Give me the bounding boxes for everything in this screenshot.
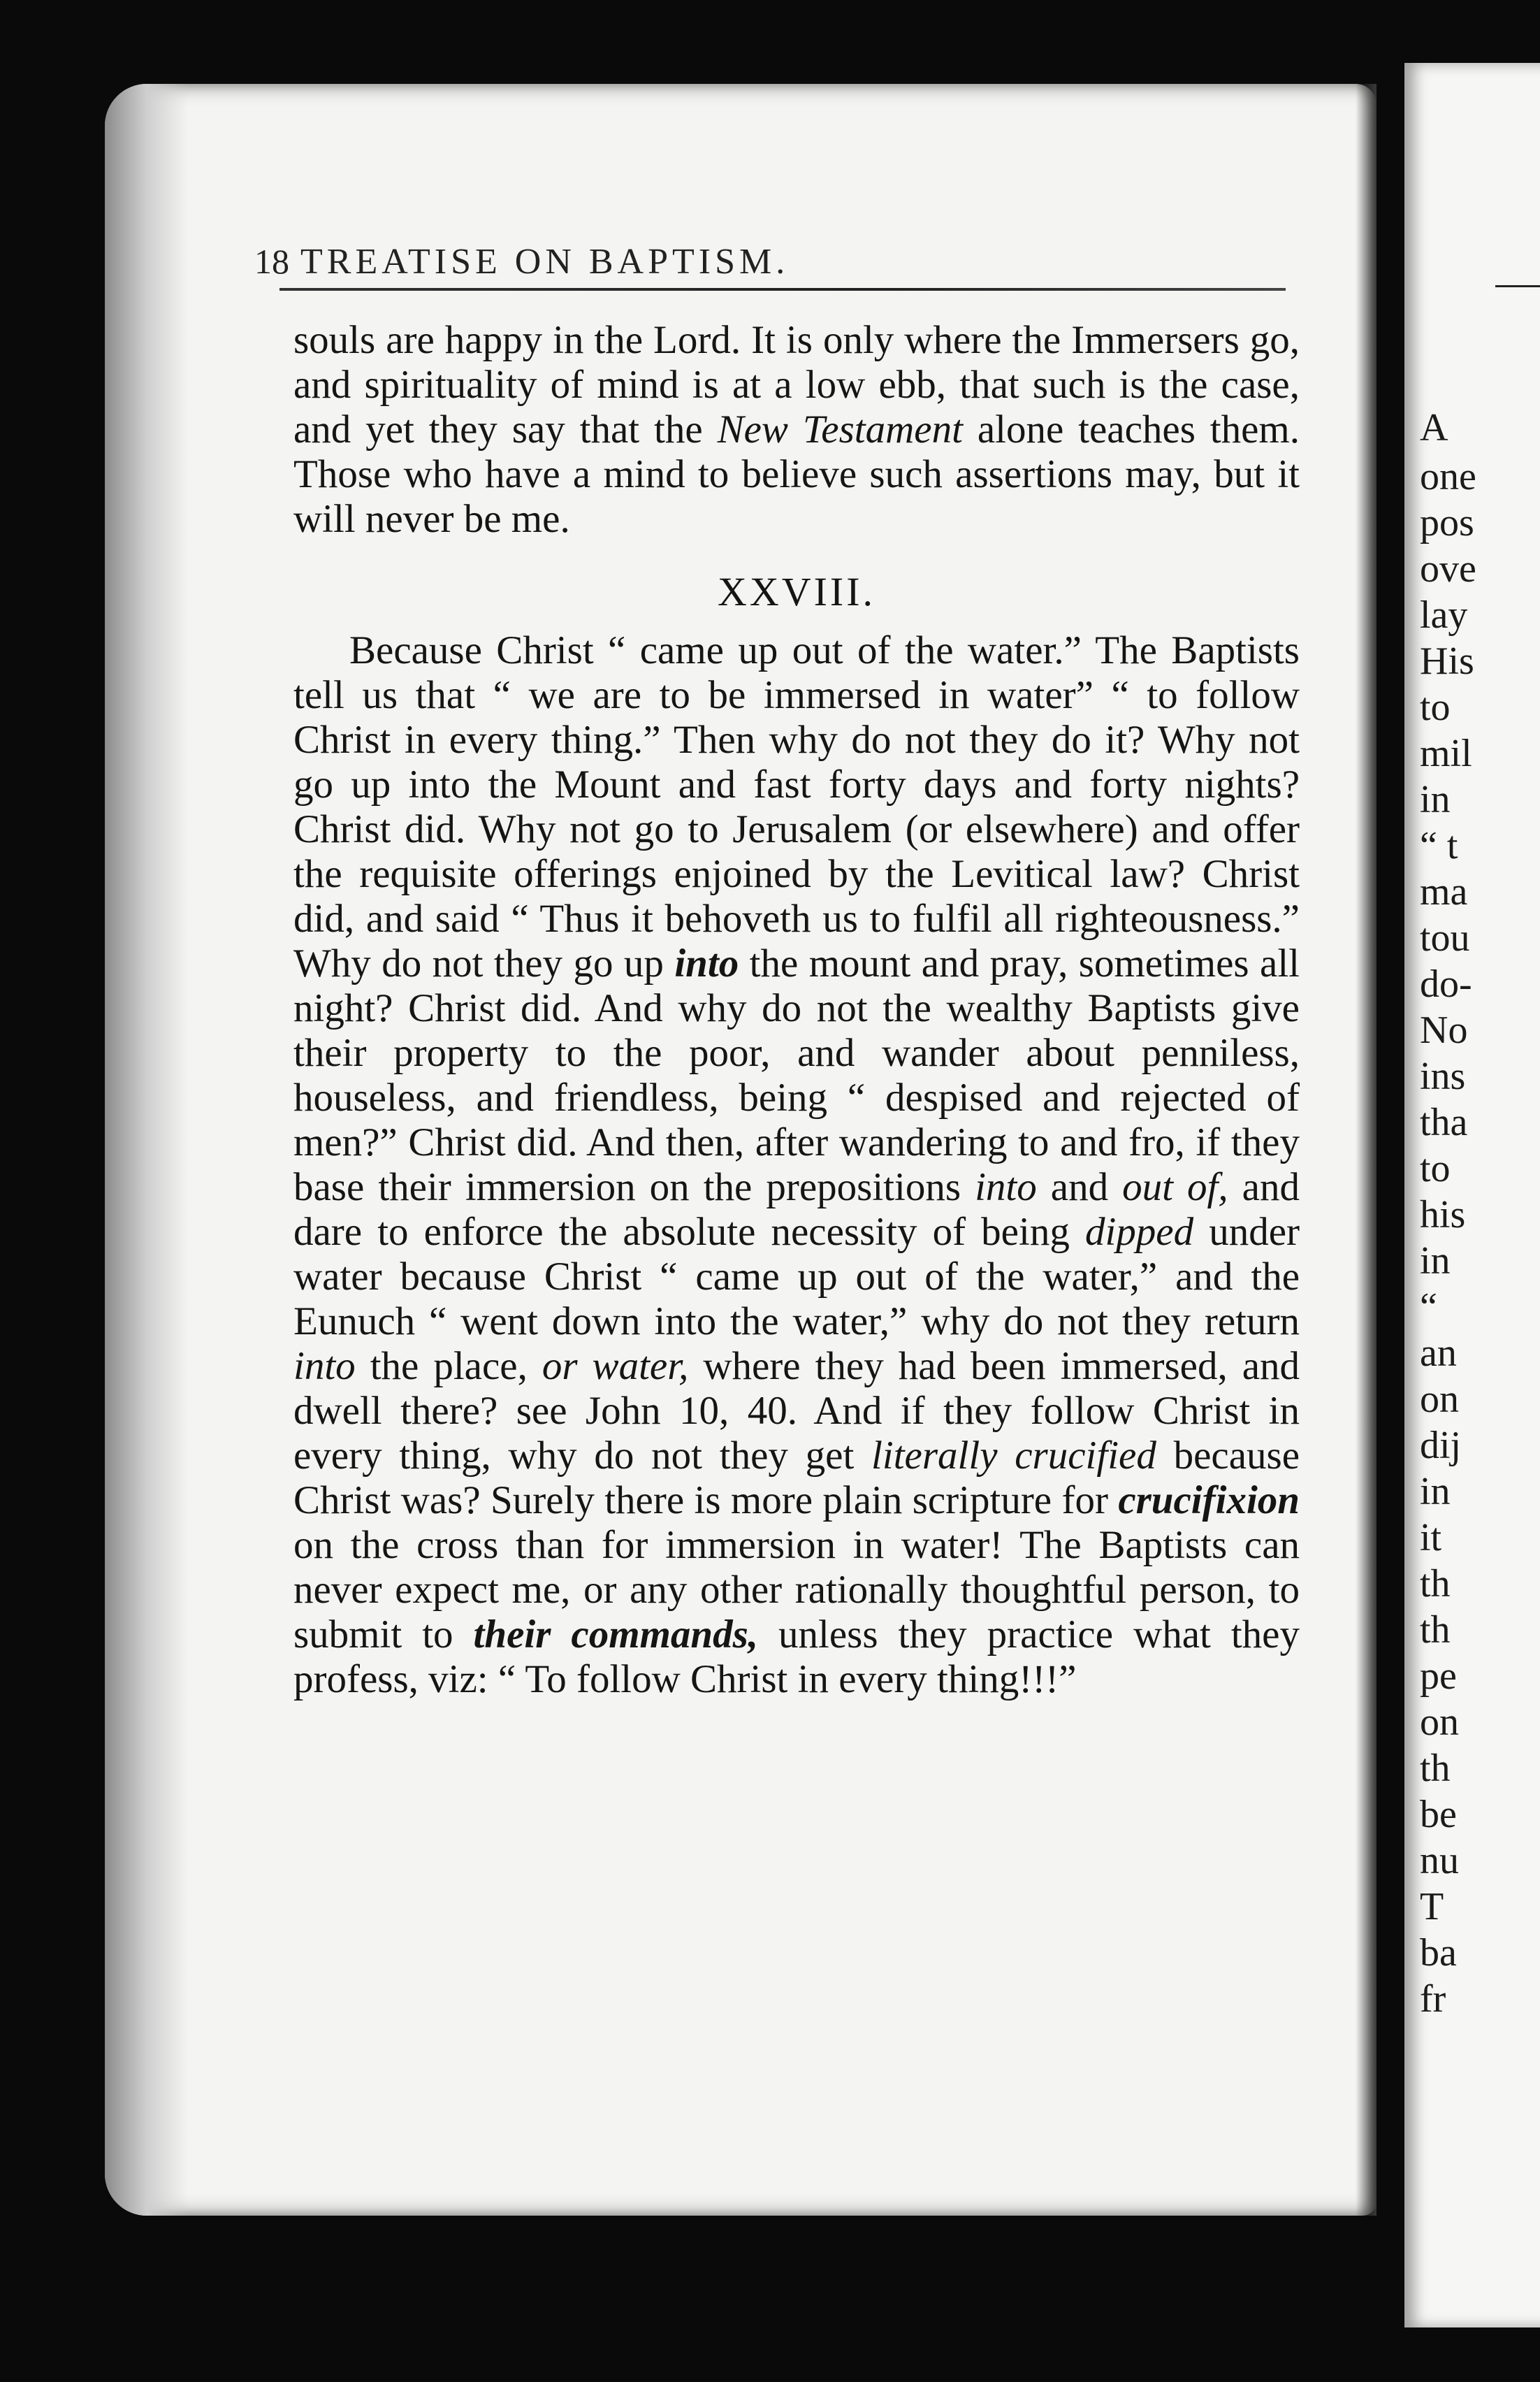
text-run: unless they practice what they profess, viz: “ To follow Christ in every thing!!!” xyxy=(293,1612,1300,1701)
facing-page-fragment: No xyxy=(1420,1009,1468,1052)
section-heading: XXVIII. xyxy=(717,569,876,614)
italic-title: New Testament xyxy=(717,407,963,452)
page-spine-shadow xyxy=(1356,84,1376,2216)
facing-page-fragment: tha xyxy=(1420,1101,1468,1144)
text-run: the place, xyxy=(355,1344,542,1388)
facing-page-fragment: on xyxy=(1420,1378,1459,1421)
facing-page-fragment: ma xyxy=(1420,870,1468,914)
facing-page-fragment: tou xyxy=(1420,916,1470,960)
italic-phrase: their commands, xyxy=(473,1612,759,1656)
facing-page-fragment: in xyxy=(1420,1470,1451,1513)
text-run: Because Christ “ came up out of the water.” The Baptists tell us that “ we are to be immersed in water” “ to follow Christ in every thing.” Then why do not they do it? Why not go up into the Mount and fast forty days and forty nights? Christ did. Why not go to Jerusalem (or elsewhere) and offer the requisite offerings enjoined by the Levitical law? Christ did, and said “ Thus it behoveth us to fulfil all righteousness.” Why do not they go up xyxy=(293,628,1300,986)
text-run: alone teaches them. Those who have a mind to believe such assertions may, but it will never be me. xyxy=(293,407,1300,541)
facing-page xyxy=(1404,63,1540,2327)
body-text xyxy=(293,318,1300,1702)
italic-word: into xyxy=(293,1344,356,1388)
italic-word: or water, xyxy=(542,1344,689,1388)
italic-word: out of, xyxy=(1122,1165,1228,1209)
facing-page-fragment: mil xyxy=(1420,732,1472,775)
facing-page-fragment: A xyxy=(1420,406,1448,449)
facing-page-fragment: his xyxy=(1420,1193,1466,1236)
facing-page-header-rule xyxy=(1495,285,1540,287)
facing-page-fragment: lay xyxy=(1420,593,1468,637)
facing-page-fragment: it xyxy=(1420,1516,1442,1559)
facing-page-fragment: th xyxy=(1420,1562,1451,1605)
facing-page-fragment: pos xyxy=(1420,501,1474,544)
italic-word: into xyxy=(975,1165,1037,1209)
text-run: because Christ was? Surely there is more plain scripture for xyxy=(293,1434,1300,1522)
facing-page-fragment: one xyxy=(1420,455,1476,498)
italic-word: dipped xyxy=(1084,1210,1194,1254)
facing-page-fragment: ba xyxy=(1420,1931,1457,1975)
facing-page-fragment: “ t xyxy=(1420,824,1458,867)
facing-page-fragment: th xyxy=(1420,1608,1451,1652)
italic-phrase: literally crucified xyxy=(871,1434,1156,1478)
facing-page-fragment: T xyxy=(1420,1885,1444,1928)
facing-page-fragment: fr xyxy=(1420,1977,1446,2021)
facing-page-fragment: ove xyxy=(1420,547,1476,591)
facing-page-fragment: an xyxy=(1420,1331,1457,1375)
text-run: and xyxy=(1036,1165,1123,1209)
facing-page-fragment: to xyxy=(1420,1147,1451,1190)
facing-page-fragment: on xyxy=(1420,1701,1459,1744)
italic-word: into xyxy=(674,941,739,986)
italic-word: crucifixion xyxy=(1118,1478,1300,1522)
header-rule xyxy=(279,288,1286,291)
text-run: and dare to enforce the absolute necessity of being xyxy=(293,1165,1300,1254)
facing-page-fragment: in xyxy=(1420,1239,1451,1283)
text-run: souls are happy in the Lord. It is only where the Immersers go, and spirituality of mind is at a low ebb, that such is the case, and yet they say that the xyxy=(293,318,1300,452)
text-run: the mount and pray, sometimes all night? Christ did. And why do not the wealthy Baptists give their property to the poor, and wander about penniless, houseless, and friendless, being “ despised and rejected of men?” Christ did. And then, after wandering to and fro, if they base their immersion on the prepositions xyxy=(293,941,1300,1209)
facing-page-fragment: ins xyxy=(1420,1055,1466,1098)
page-number: 18 xyxy=(254,242,289,281)
text-run: on the cross than for immersion in water! The Baptists can never expect me, or any other rationally thoughtful person, to submit to xyxy=(293,1523,1300,1656)
paragraph-continued xyxy=(293,318,1300,542)
facing-page-fragment: do- xyxy=(1420,962,1472,1006)
text-run: under water because Christ “ came up out of the water,” and the Eunuch “ went down into the water,” why do not they return xyxy=(293,1210,1300,1343)
text-run: where they had been immersed, and dwell there? see John 10, 40. And if they follow Christ in every thing, why do not they get xyxy=(293,1344,1300,1478)
facing-page-fragment: be xyxy=(1420,1793,1457,1836)
facing-page-fragment: dij xyxy=(1420,1424,1462,1467)
facing-page-fragment: pe xyxy=(1420,1654,1457,1698)
facing-page-fragment: in xyxy=(1420,778,1451,821)
facing-page-fragment: nu xyxy=(1420,1839,1459,1882)
paragraph-section-28 xyxy=(293,628,1300,1702)
facing-page-fragment: th xyxy=(1420,1747,1451,1790)
facing-page-fragment: “ xyxy=(1420,1285,1437,1329)
page-gutter-shadow xyxy=(105,84,189,2216)
running-head: TREATISE ON BAPTISM. xyxy=(300,242,790,282)
facing-page-fragment: His xyxy=(1420,640,1474,683)
facing-page-fragment: to xyxy=(1420,686,1451,729)
